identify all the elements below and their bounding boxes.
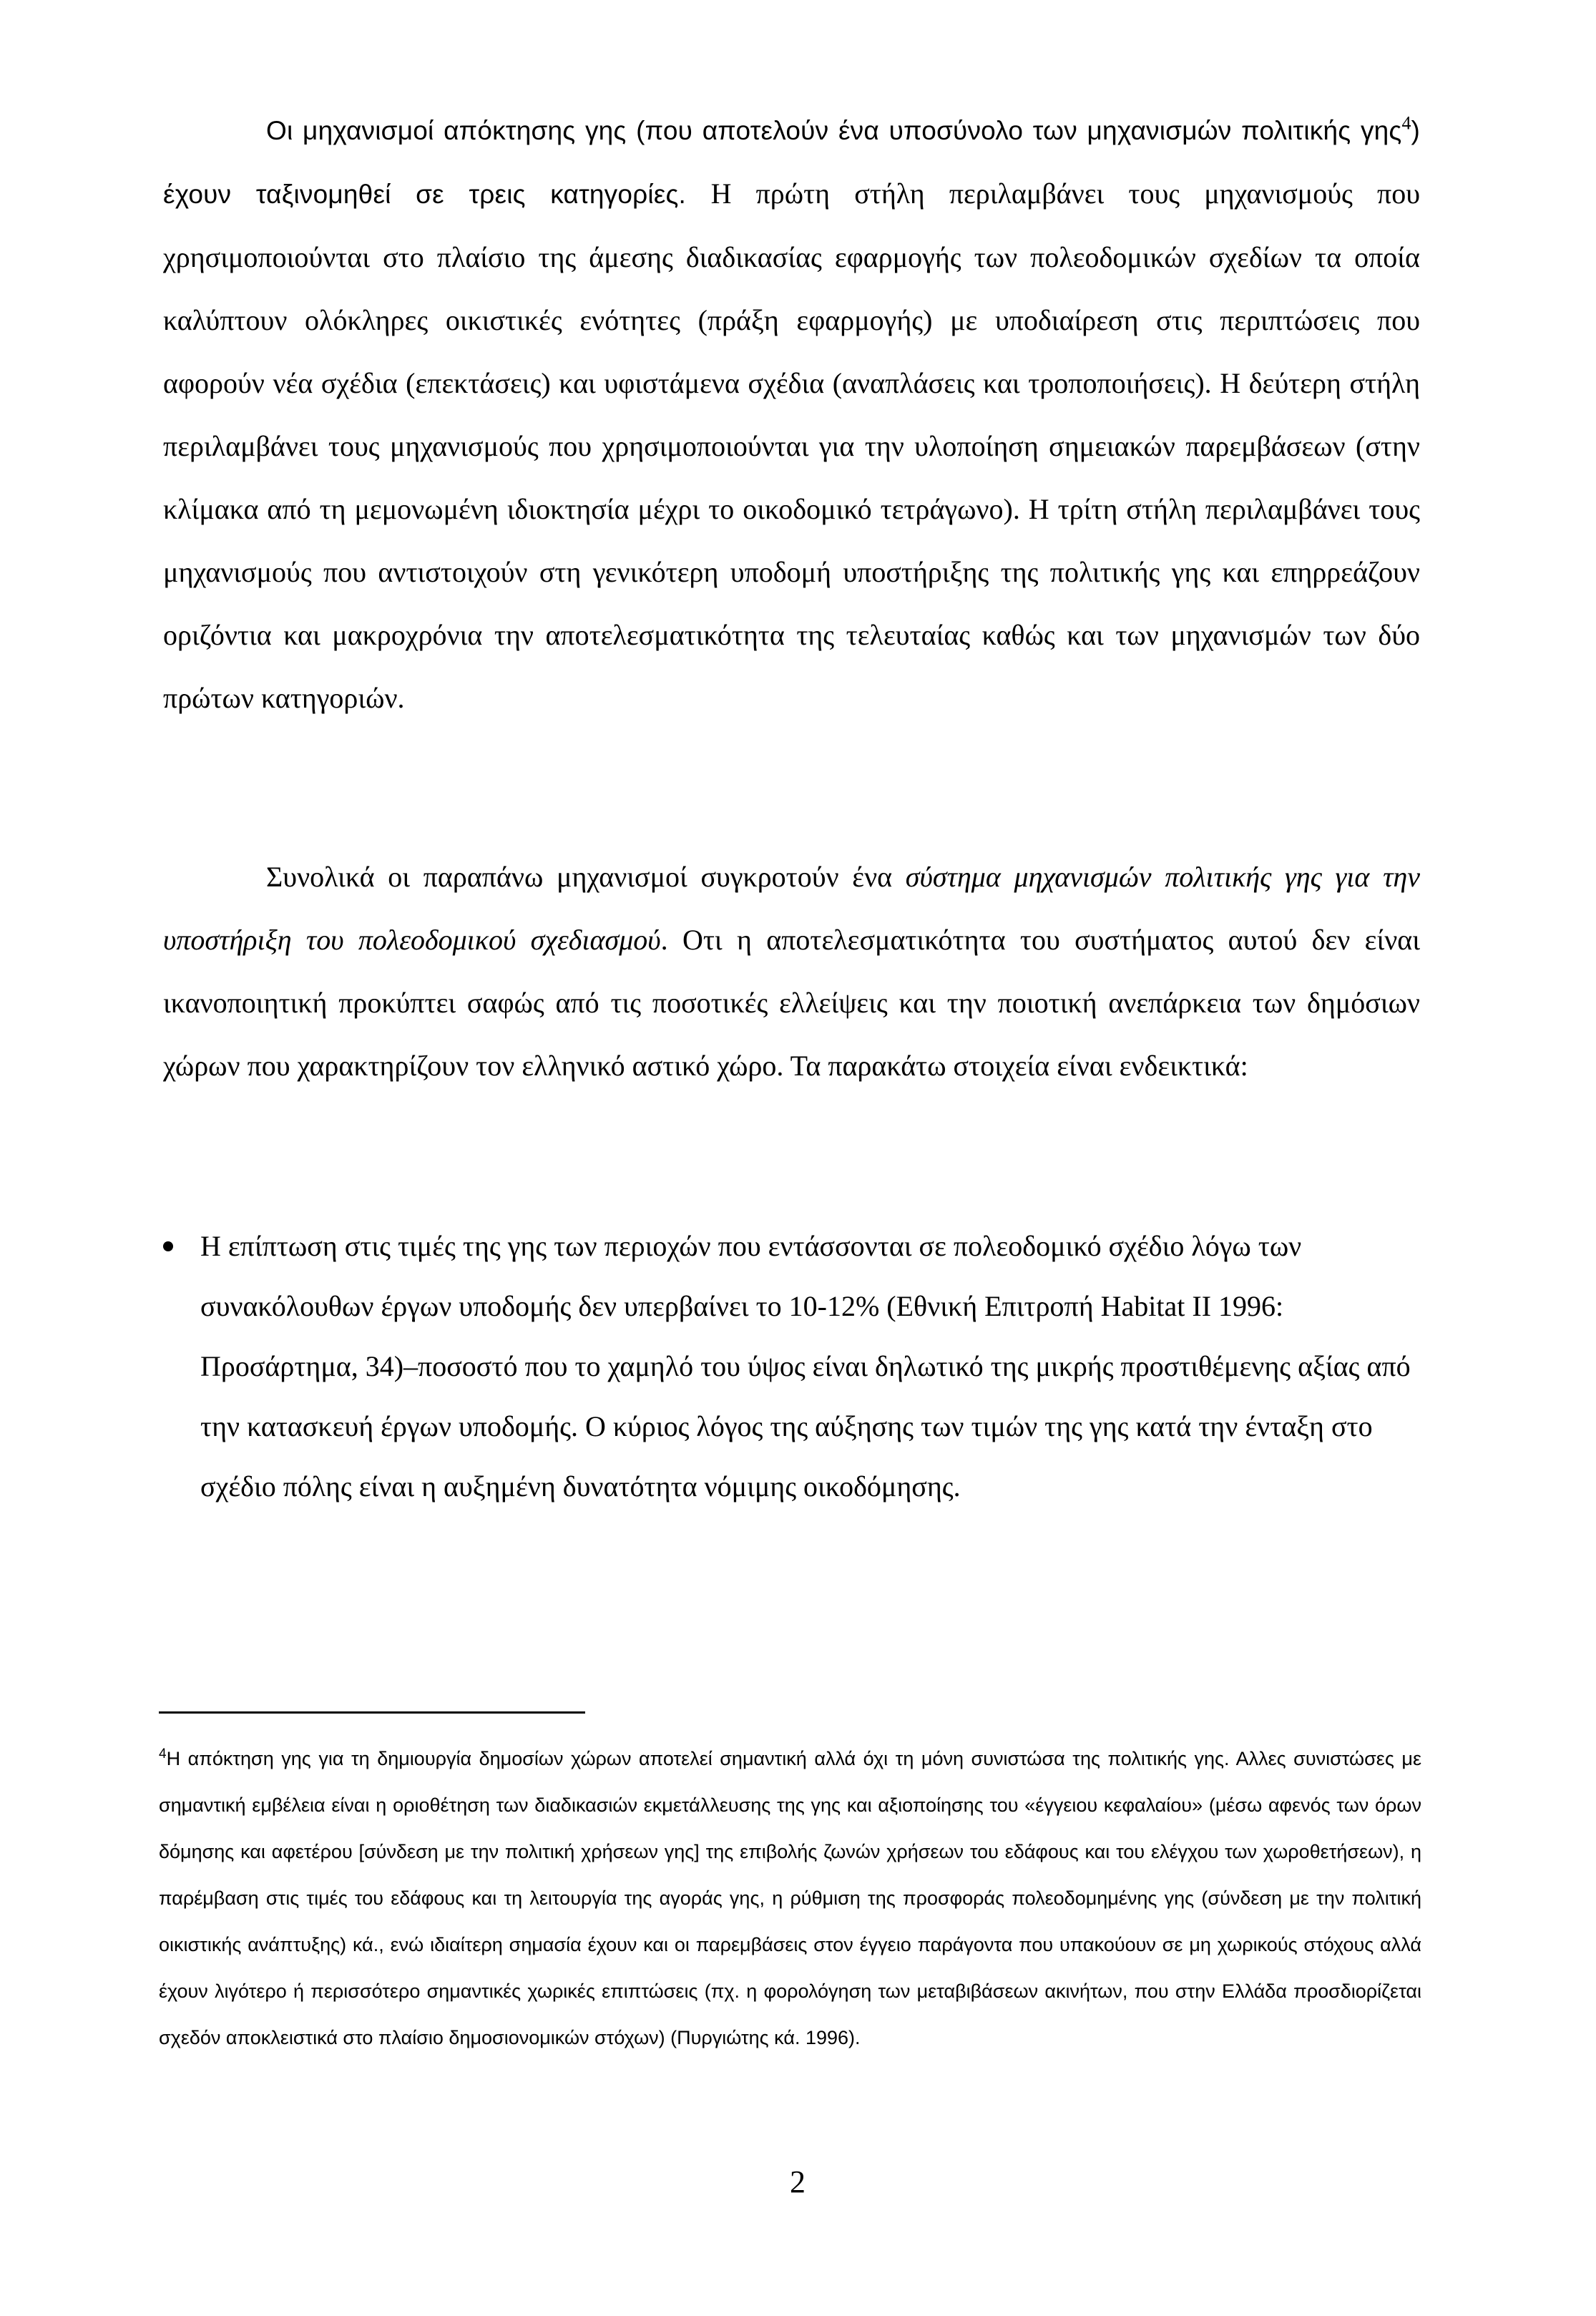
paragraph-1-columns-text: Η πρώτη στήλη περιλαμβάνει τους μηχανισμούς που χρησιμοποιούνται στο πλαίσιο της άμεσης διαδικασίας εφαρμογής των πολεοδομικών σχεδίων τα οποία καλύπτουν ολόκληρες οικιστικές ενότητες (πράξη εφαρμογής) με υποδιαίρεση στις περιπτώσεις που αφορούν νέα σχέδια (επεκτάσεις) και υφιστάμενα σχέδια (αναπλάσεις και τροποποιήσεις). Η δεύτερη στήλη περιλαμβάνει τους μηχανισμούς που χρησιμοποιούνται για την υλοποίηση σημειακών παρεμβάσεων (στην κλίμακα από τη μεμονωμένη ιδιοκτησία μέχρι το οικοδομικό τετράγωνο). Η τρίτη στήλη περιλαμβάνει τους μηχανισμούς που αντιστοιχούν στη γενικότερη υποδομή υποστήριξης της πολιτικής γης και επηρρεάζουν οριζόντια και μακροχρόνια την αποτελεσματικότητα της τελευταίας καθώς και των μηχανισμών των δύο πρώτων κατηγοριών.	[163, 177, 1421, 714]
bullet-item-land-price-impact	[163, 1216, 1420, 1517]
footnote-separator-rule	[159, 1711, 585, 1714]
footnote-reference: 4	[1401, 112, 1411, 134]
paragraph-system-of-mechanisms	[163, 846, 1420, 1098]
footnote-text: Η απόκτηση γης για τη δημιουργία δημοσίων χώρων αποτελεί σημαντική αλλά όχι τη μόνη συνιστώσα της πολιτικής γης. Αλλες συνιστώσες με σημαντική εμβέλεια είναι η οριοθέτηση των διαδικασιών εκμετάλλευσης της γης και αξιοποίησης του «έγγειου κεφαλαίου» (μέσω αφενός των όρων δόμησης και αφετέρου [σύνδεση με την πολιτική χρήσεων γης] της επιβολής ζωνών χρήσεων του εδάφους και του ελέγχου των χωροθετήσεων), η παρέμβαση στις τιμές του εδάφους και τη λειτουργία της αγοράς γης, η ρύθμιση της προσφοράς πολεοδομημένης γης (σύνδεση με την πολιτική οικιστικής ανάπτυξης) κά., ενώ ιδιαίτερη σημασία έχουν και οι παρεμβάσεις στον έγγειο παράγοντα που υπακούουν σε μη χωρικούς στόχους αλλά έχουν λιγότερο ή περισσότερο σημαντικές χωρικές επιπτώσεις (πχ. η φορολόγηση των μεταβιβάσεων ακινήτων, που στην Ελλάδα προσδιορίζεται σχεδόν αποκλειστικά στο πλαίσιο δημοσιονομικών στόχων) (Πυργιώτης κά. 1996).	[159, 1748, 1421, 2048]
footnote-marker: 4	[159, 1746, 167, 1762]
bullet-item-text: Η επίπτωση στις τιμές της γης των περιοχών που εντάσσονται σε πολεοδομικό σχέδιο λόγω των συνακόλουθων έργων υποδομής δεν υπερβαίνει το 10-12% (Εθνική Επιτροπή Habitat II 1996: Προσάρτημα, 34)–ποσοστό που το χαμηλό του ύψος είναι δηλωτικό της μικρής προστιθέμενης αξίας από την κατασκευή έργων υποδομής. Ο κύριος λόγος της αύξησης των τιμών της γης κατά την ένταξη στο σχέδιο πόλης είναι η αυξημένη δυνατότητα νόμιμης οικοδόμησης.	[200, 1230, 1411, 1503]
paragraph-2-opening-text: Συνολικά οι παραπάνω μηχανισμοί συγκροτούν ένα	[266, 861, 906, 893]
paragraph-land-acquisition-mechanisms	[163, 99, 1420, 730]
footnote-4	[159, 1736, 1421, 2061]
page-number: 2	[790, 2164, 806, 2199]
bullet-dot-icon	[163, 1241, 173, 1251]
indicators-bullet-list	[163, 1216, 1420, 1517]
paragraph-1-classification-text: ) έχουν ταξινομηθεί σε τρεις κατηγορίες.	[163, 116, 1420, 209]
paragraph-2-closing-text: . Οτι η αποτελεσματικότητα του συστήματος αυτού δεν είναι ικανοποιητική προκύπτει σαφώς από τις ποσοτικές ελλείψεις και την ποιοτική ανεπάρκεια των δημόσιων χώρων που χαρακτηρίζουν τον ελληνικό αστικό χώρο. Τα παρακάτω στοιχεία είναι ενδεικτικά:	[163, 924, 1421, 1082]
paragraph-1-opening-text: Οι μηχανισμοί απόκτησης γης (που αποτελούν ένα υποσύνολο των μηχανισμών πολιτικής γης	[266, 116, 1402, 145]
paragraph-2-emphasis-text: σύστημα μηχανισμών πολιτικής γης για την υποστήριξη του πολεοδομικού σχεδιασμού	[163, 861, 1421, 956]
